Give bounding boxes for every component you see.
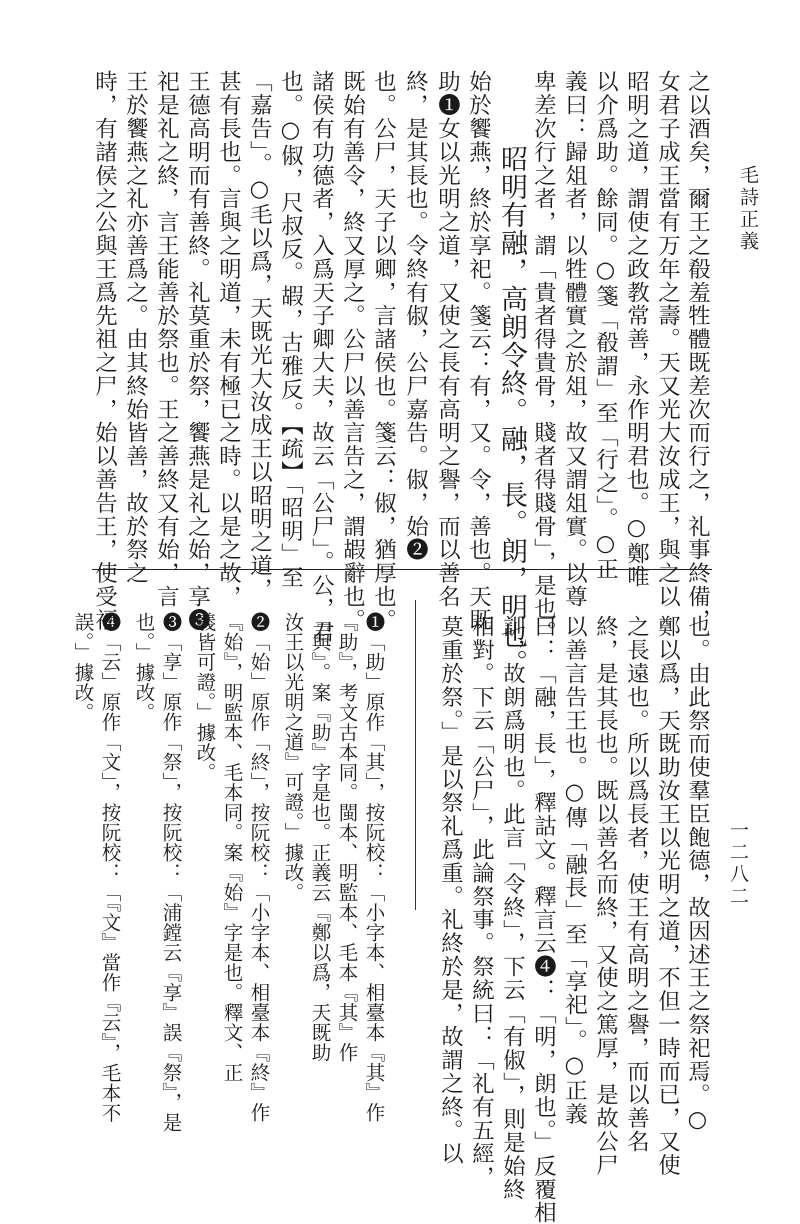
text-column: 卑差次行之者，謂「貴者得貴骨，賤者得賤骨」，是也。	[530, 70, 557, 644]
text-column: 莫重於祭。」是以祭礼爲重。礼終於是，故謂之終。以	[437, 615, 464, 1166]
text-column: 訓，故朗爲明也。此言「令終」，下云「有俶」，則是始終	[499, 615, 526, 1201]
note-column: 『與』。案『助』字是也。正義云『鄭以爲，天既助	[308, 612, 332, 1063]
text-column: 諸侯有功德者，入爲天子卿大夫，故云「公尸」。公，君	[308, 70, 335, 644]
text-column: 也。公尸，天子以卿，言諸侯也。箋云：俶，猶厚也。	[370, 70, 397, 632]
note-column: 『始』，明監本、毛本同。案『始』字是也。釋文、正	[220, 612, 244, 1083]
note-column: ❸「享」原作「祭」，按阮校：「浦鏜云『享』誤『祭』，是	[159, 612, 183, 1133]
text-column: 既始有善令，終又厚之。公尸以善言告之，謂嘏辭也。	[339, 70, 366, 632]
text-column: 甚有長也。言與之明道，未有極已之時。以是之故，	[215, 70, 242, 609]
verse-line: 昭明有融，高朗令終。融，長。朗，明也。	[496, 145, 527, 677]
text-column: 之以酒矣，爾王之殽羞牲體既差次而行之，礼事終備，	[684, 70, 711, 632]
horizontal-divider	[92, 569, 712, 570]
note-column: 汝王以光明之道』可證。」據改。	[281, 612, 305, 903]
note-column: ❶「助」原作「其」，按阮校：「小字本、相臺本『其』作	[362, 612, 386, 1123]
text-column: 助❶女以光明之道，又使之長有高明之譽，而以善名	[434, 70, 461, 609]
text-column: 王德高明而有善終。礼莫重於祭，饗燕是礼之始，享❸	[184, 70, 211, 632]
text-column: 義曰：歸俎者，以牲體實之於俎，故又謂俎實。以尊	[561, 70, 588, 609]
text-column: 時，有諸侯之公與王爲先祖之尸，始以善告王，使受福	[91, 70, 118, 632]
note-column: ❹「云」原作「文」，按阮校：「『文』當作『云』，毛本不	[98, 612, 122, 1123]
text-column: 王於饗燕之礼亦善爲之。由其終始皆善，故於祭之	[122, 70, 149, 585]
text-column: 祀是礼之終，言王能善於祭也。王之善終又有始，言	[153, 70, 180, 609]
text-column: 鄭以爲，天既助汝王以光明之道，不但一時而已，又使	[654, 615, 681, 1177]
note-column: ❷「始」原作「終」，按阮校：「小字本、相臺本『終』作	[247, 612, 271, 1123]
text-column: 曰：「融，長」，釋詁文。釋言云❹：「明，朗也。」反覆相	[530, 615, 557, 1224]
notes-divider	[415, 600, 416, 910]
text-column: 相對。下云「公尸」，此論祭事。祭統曰：「礼有五經，	[468, 615, 495, 1189]
text-column: 始於饗燕，終於享祀。箋云：有，又。令，善也。天既	[465, 70, 492, 632]
text-column: 也。由此祭而使羣臣飽德，故因述王之祭祀焉。○	[684, 615, 711, 1134]
text-column: 女君子成王當有万年之壽。天又光大汝成王，與之以	[654, 70, 681, 609]
text-column: 也。○俶，尺叔反。嘏，古雅反。【疏】「昭明」至	[277, 70, 304, 590]
text-column: 終，是其長也。既以善名而終，又使之篤厚，是故公尸	[592, 615, 619, 1177]
text-column: 「嘉告」。○毛以爲，天既光大汝成王以昭明之道，	[246, 70, 273, 601]
note-column: 誤。」據改。	[71, 612, 95, 723]
note-column: 『助』，考文古本同。閩本、明監本、毛本『其』作	[335, 612, 359, 1063]
text-column: 以介爲助。餘同。○箋「殽謂」至「行之」。○正	[592, 70, 619, 581]
note-column: 義皆可證。」據改。	[193, 612, 217, 783]
text-column: 昭明之道，謂使之政教常善，永作明君也。○鄭唯	[623, 70, 650, 589]
note-column: 也。」據改。	[132, 612, 156, 723]
text-column: 之長遠也。所以爲長者，使王有高明之譽，而以善名	[623, 615, 650, 1154]
text-column: 以善言告王也。○傳「融長」至「享祀」。○正義	[561, 615, 588, 1126]
page-number: 一二八二	[727, 820, 749, 908]
verse-line: 終，是其長也。令終有俶，公尸嘉告。俶，始❷	[402, 70, 429, 562]
book-title: 毛詩正義	[737, 165, 759, 253]
